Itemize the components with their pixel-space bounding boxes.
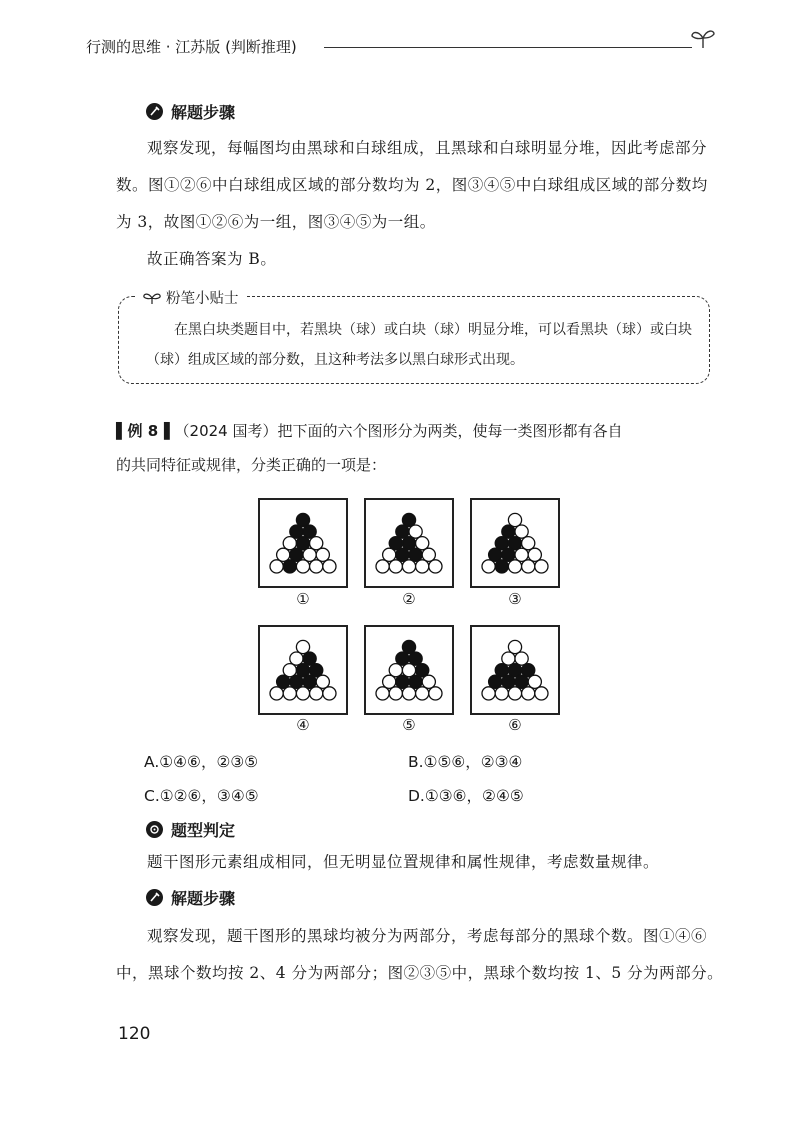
white-ball <box>528 675 541 688</box>
black-ball <box>495 560 508 573</box>
black-ball <box>296 537 309 550</box>
black-ball <box>396 652 409 665</box>
white-ball <box>522 537 535 550</box>
white-ball <box>323 687 336 700</box>
white-ball <box>310 537 323 550</box>
black-ball <box>283 560 296 573</box>
black-ball <box>396 548 409 561</box>
black-ball <box>495 537 508 550</box>
figure-box <box>258 498 348 588</box>
black-ball <box>396 675 409 688</box>
black-ball <box>409 675 422 688</box>
black-ball <box>489 548 502 561</box>
black-ball <box>489 675 502 688</box>
white-ball <box>515 652 528 665</box>
black-ball <box>402 513 415 526</box>
white-ball <box>515 525 528 538</box>
black-ball <box>522 664 535 677</box>
black-ball <box>396 525 409 538</box>
pen-icon <box>146 889 163 906</box>
running-header: 行测的思维 · 江苏版 (判断推理) <box>86 38 297 56</box>
white-ball <box>402 687 415 700</box>
white-ball <box>528 548 541 561</box>
answer-line: 故正确答案为 B。 <box>147 250 277 268</box>
tip-label: 粉笔小贴士 <box>136 287 245 308</box>
figure-label: ⑤ <box>402 716 416 734</box>
white-ball <box>383 548 396 561</box>
white-ball <box>495 687 508 700</box>
white-ball <box>402 664 415 677</box>
figure-label: ⑥ <box>508 716 522 734</box>
white-ball <box>409 525 422 538</box>
black-ball <box>409 652 422 665</box>
white-ball <box>310 687 323 700</box>
white-ball <box>389 664 402 677</box>
white-ball <box>270 687 283 700</box>
tip-text: 在黑白块类题目中，若黑块（球）或白块（球）明显分堆，可以看黑块（球）或白块（球）组成区域的部分数，且这种考法多以黑白球形式出现。 <box>146 322 692 368</box>
black-ball <box>296 513 309 526</box>
figure-box <box>470 625 560 715</box>
white-ball <box>283 537 296 550</box>
white-ball <box>422 548 435 561</box>
white-ball <box>277 548 290 561</box>
solution2-heading: 解题步骤 <box>146 886 235 909</box>
white-ball <box>323 560 336 573</box>
black-ball <box>409 548 422 561</box>
black-ball <box>502 675 515 688</box>
white-ball <box>376 560 389 573</box>
white-ball <box>283 687 296 700</box>
black-ball <box>290 525 303 538</box>
white-ball <box>522 560 535 573</box>
white-ball <box>316 548 329 561</box>
white-ball <box>296 560 309 573</box>
white-ball <box>416 560 429 573</box>
white-ball <box>389 687 402 700</box>
figure-label: ③ <box>508 590 522 608</box>
white-ball <box>290 652 303 665</box>
white-ball <box>508 687 521 700</box>
white-ball <box>522 687 535 700</box>
header-rule <box>324 47 692 48</box>
pen-icon <box>146 103 163 120</box>
white-ball <box>416 687 429 700</box>
figure-box <box>364 625 454 715</box>
solution-text: 观察发现，每幅图均由黑球和白球组成，且黑球和白球明显分堆，因此考虑部分 数。图①②⑥中白球组成区域的部分数均为 2，图③④⑤中白球组成区域的部分数均 为 3，故图①②⑥为一组，图③④⑤为一组。 故正确答案为 B。 <box>116 130 736 278</box>
white-ball <box>296 640 309 653</box>
sprout-icon <box>690 26 716 50</box>
white-ball <box>515 548 528 561</box>
white-ball <box>376 687 389 700</box>
gear-icon <box>146 821 163 838</box>
solution-heading: 解题步骤 <box>146 100 235 123</box>
white-ball <box>429 560 442 573</box>
white-ball <box>310 560 323 573</box>
black-ball <box>389 537 402 550</box>
white-ball <box>535 687 548 700</box>
black-ball <box>303 525 316 538</box>
black-ball <box>277 675 290 688</box>
white-ball <box>502 652 515 665</box>
black-ball <box>296 664 309 677</box>
example-tag: ▌例 8▐ <box>116 422 170 440</box>
black-ball <box>416 664 429 677</box>
white-ball <box>296 687 309 700</box>
leaf-icon <box>142 291 162 305</box>
white-ball <box>389 560 402 573</box>
black-ball <box>508 664 521 677</box>
black-ball <box>515 675 528 688</box>
solution2-text: 观察发现，题干图形的黑球均被分为两部分，考虑每部分的黑球个数。图①④⑥ 中，黑球个数均按 2、4 分为两部分；图②③⑤中，黑球个数均按 1、5 分为两部分。 <box>116 927 724 982</box>
white-ball <box>508 560 521 573</box>
white-ball <box>303 548 316 561</box>
black-ball <box>290 675 303 688</box>
white-ball <box>482 687 495 700</box>
figure-box <box>470 498 560 588</box>
black-ball <box>495 664 508 677</box>
option-b[interactable]: B.①⑤⑥，②③④ <box>408 753 523 771</box>
figure-box <box>258 625 348 715</box>
option-a[interactable]: A.①④⑥，②③⑤ <box>144 753 259 771</box>
type-heading: 题型判定 <box>146 818 235 841</box>
page-number: 120 <box>118 1024 151 1044</box>
black-ball <box>402 640 415 653</box>
figure-box <box>364 498 454 588</box>
figure-label: ① <box>296 590 310 608</box>
white-ball <box>508 513 521 526</box>
black-ball <box>303 675 316 688</box>
black-ball <box>303 652 316 665</box>
white-ball <box>422 675 435 688</box>
black-ball <box>508 537 521 550</box>
white-ball <box>316 675 329 688</box>
white-ball <box>416 537 429 550</box>
white-ball <box>402 560 415 573</box>
black-ball <box>502 525 515 538</box>
example-question: ▌例 8▐ （2024 国考）把下面的六个图形分为两类，使每一类图形都有各自 的共同特征或规律，分类正确的一项是： <box>116 422 623 474</box>
figure-label: ② <box>402 590 416 608</box>
white-ball <box>283 664 296 677</box>
type-text: 题干图形元素组成相同，但无明显位置规律和属性规律，考虑数量规律。 <box>147 853 660 871</box>
white-ball <box>429 687 442 700</box>
black-ball <box>402 537 415 550</box>
option-d[interactable]: D.①③⑥，②④⑤ <box>408 787 524 805</box>
white-ball <box>270 560 283 573</box>
figure-label: ④ <box>296 716 310 734</box>
black-ball <box>502 548 515 561</box>
option-c[interactable]: C.①②⑥，③④⑤ <box>144 787 259 805</box>
white-ball <box>508 640 521 653</box>
white-ball <box>535 560 548 573</box>
black-ball <box>310 664 323 677</box>
black-ball <box>290 548 303 561</box>
white-ball <box>383 675 396 688</box>
white-ball <box>482 560 495 573</box>
